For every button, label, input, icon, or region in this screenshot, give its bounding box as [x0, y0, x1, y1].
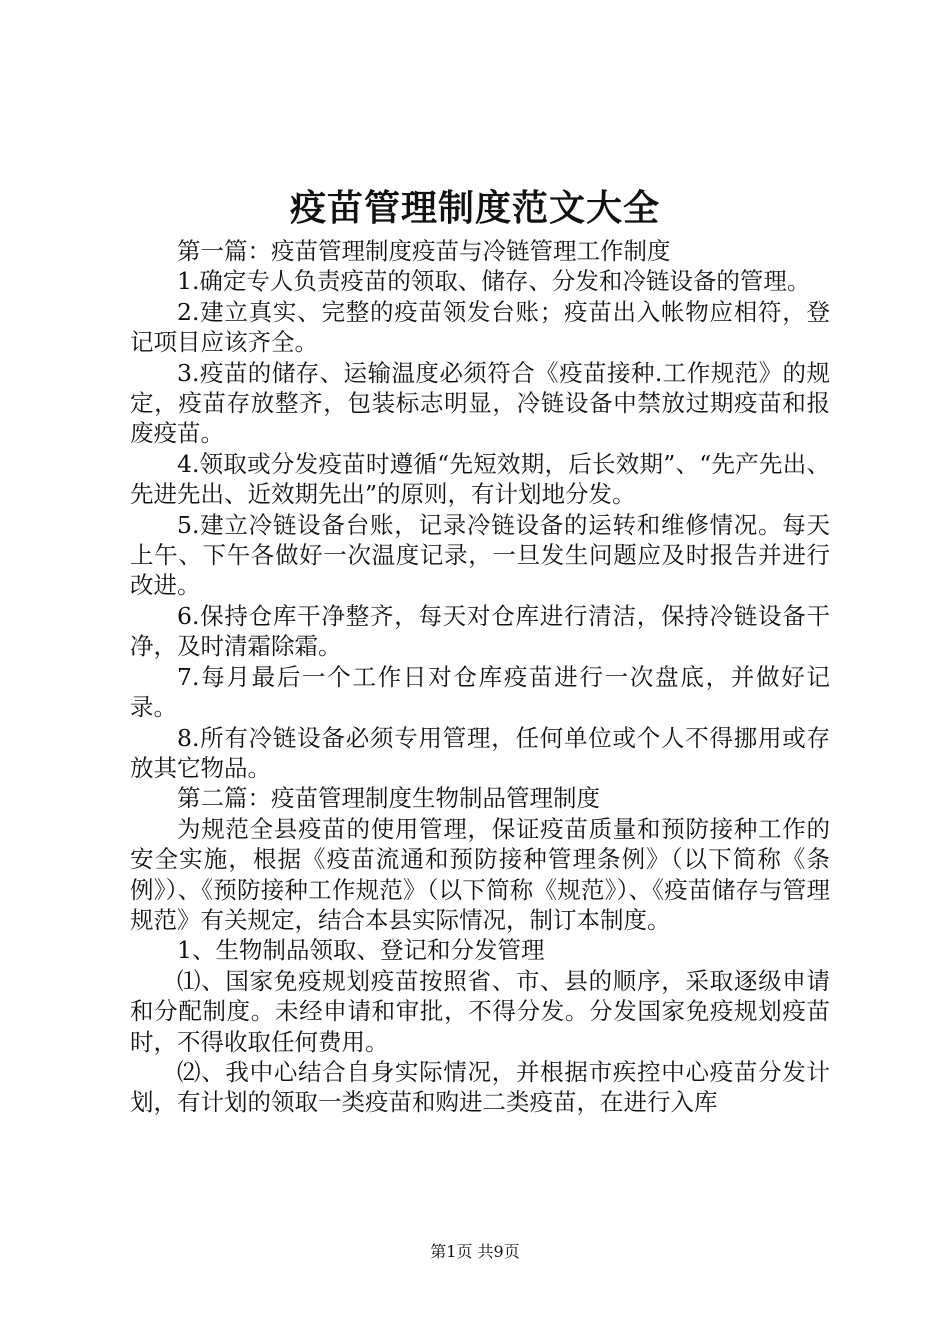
- section-heading: 第二篇：疫苗管理制度生物制品管理制度: [177, 784, 600, 813]
- page-footer: 第1页 共9页: [430, 1242, 520, 1261]
- section-heading: 第一篇：疫苗管理制度疫苗与冷链管理工作制度: [177, 237, 671, 265]
- paragraph: 为规范全县疫苗的使用管理，保证疫苗质量和预防接种工作的安全实施，根据《疫苗流通和预防接种管理条例》（以下简称《条例》）、《预防接种工作规范》（以下简称《规范》）、《疫苗储存与管理规范》有关规定，结合本县实际情况，制订本制度。: [130, 814, 830, 934]
- paragraph: 4.领取或分发疫苗时遵循“先短效期，后长效期”、“先产先出、先进先出、近效期先出”的原则，有计划地分发。: [130, 449, 830, 509]
- paragraph: 6.保持仓库干净整齐，每天对仓库进行清洁，保持冷链设备干净，及时清霜除霜。: [130, 601, 830, 661]
- paragraph: ⑴、国家免疫规划疫苗按照省、市、县的顺序，采取逐级申请和分配制度。未经申请和审批，不得分发。分发国家免疫规划疫苗时，不得收取任何费用。: [130, 966, 830, 1056]
- paragraph: 3.疫苗的储存、运输温度必须符合《疫苗接种.工作规范》的规定，疫苗存放整齐，包装标志明显，冷链设备中禁放过期疫苗和报废疫苗。: [130, 358, 830, 448]
- paragraph: 7.每月最后一个工作日对仓库疫苗进行一次盘底，并做好记录。: [130, 662, 830, 722]
- document-body: [130, 236, 830, 1118]
- paragraph: 1、生物制品领取、登记和分发管理: [177, 936, 545, 965]
- paragraph: 1.确定专人负责疫苗的领取、储存、分发和冷链设备的管理。: [177, 267, 811, 296]
- paragraph: 2.建立真实、完整的疫苗领发台账；疫苗出入帐物应相符，登记项目应该齐全。: [130, 297, 830, 357]
- paragraph: 5.建立冷链设备台账，记录冷链设备的运转和维修情况。每天上午、下午各做好一次温度记录，一旦发生问题应及时报告并进行改进。: [130, 510, 830, 600]
- paragraph: 8.所有冷链设备必须专用管理，任何单位或个人不得挪用或存放其它物品。: [130, 723, 830, 782]
- document-title: 疫苗管理制度范文大全: [289, 187, 660, 229]
- paragraph: ⑵、我中心结合自身实际情况，并根据市疾控中心疫苗分发计划，有计划的领取一类疫苗和购进二类疫苗，在进行入库: [130, 1057, 830, 1117]
